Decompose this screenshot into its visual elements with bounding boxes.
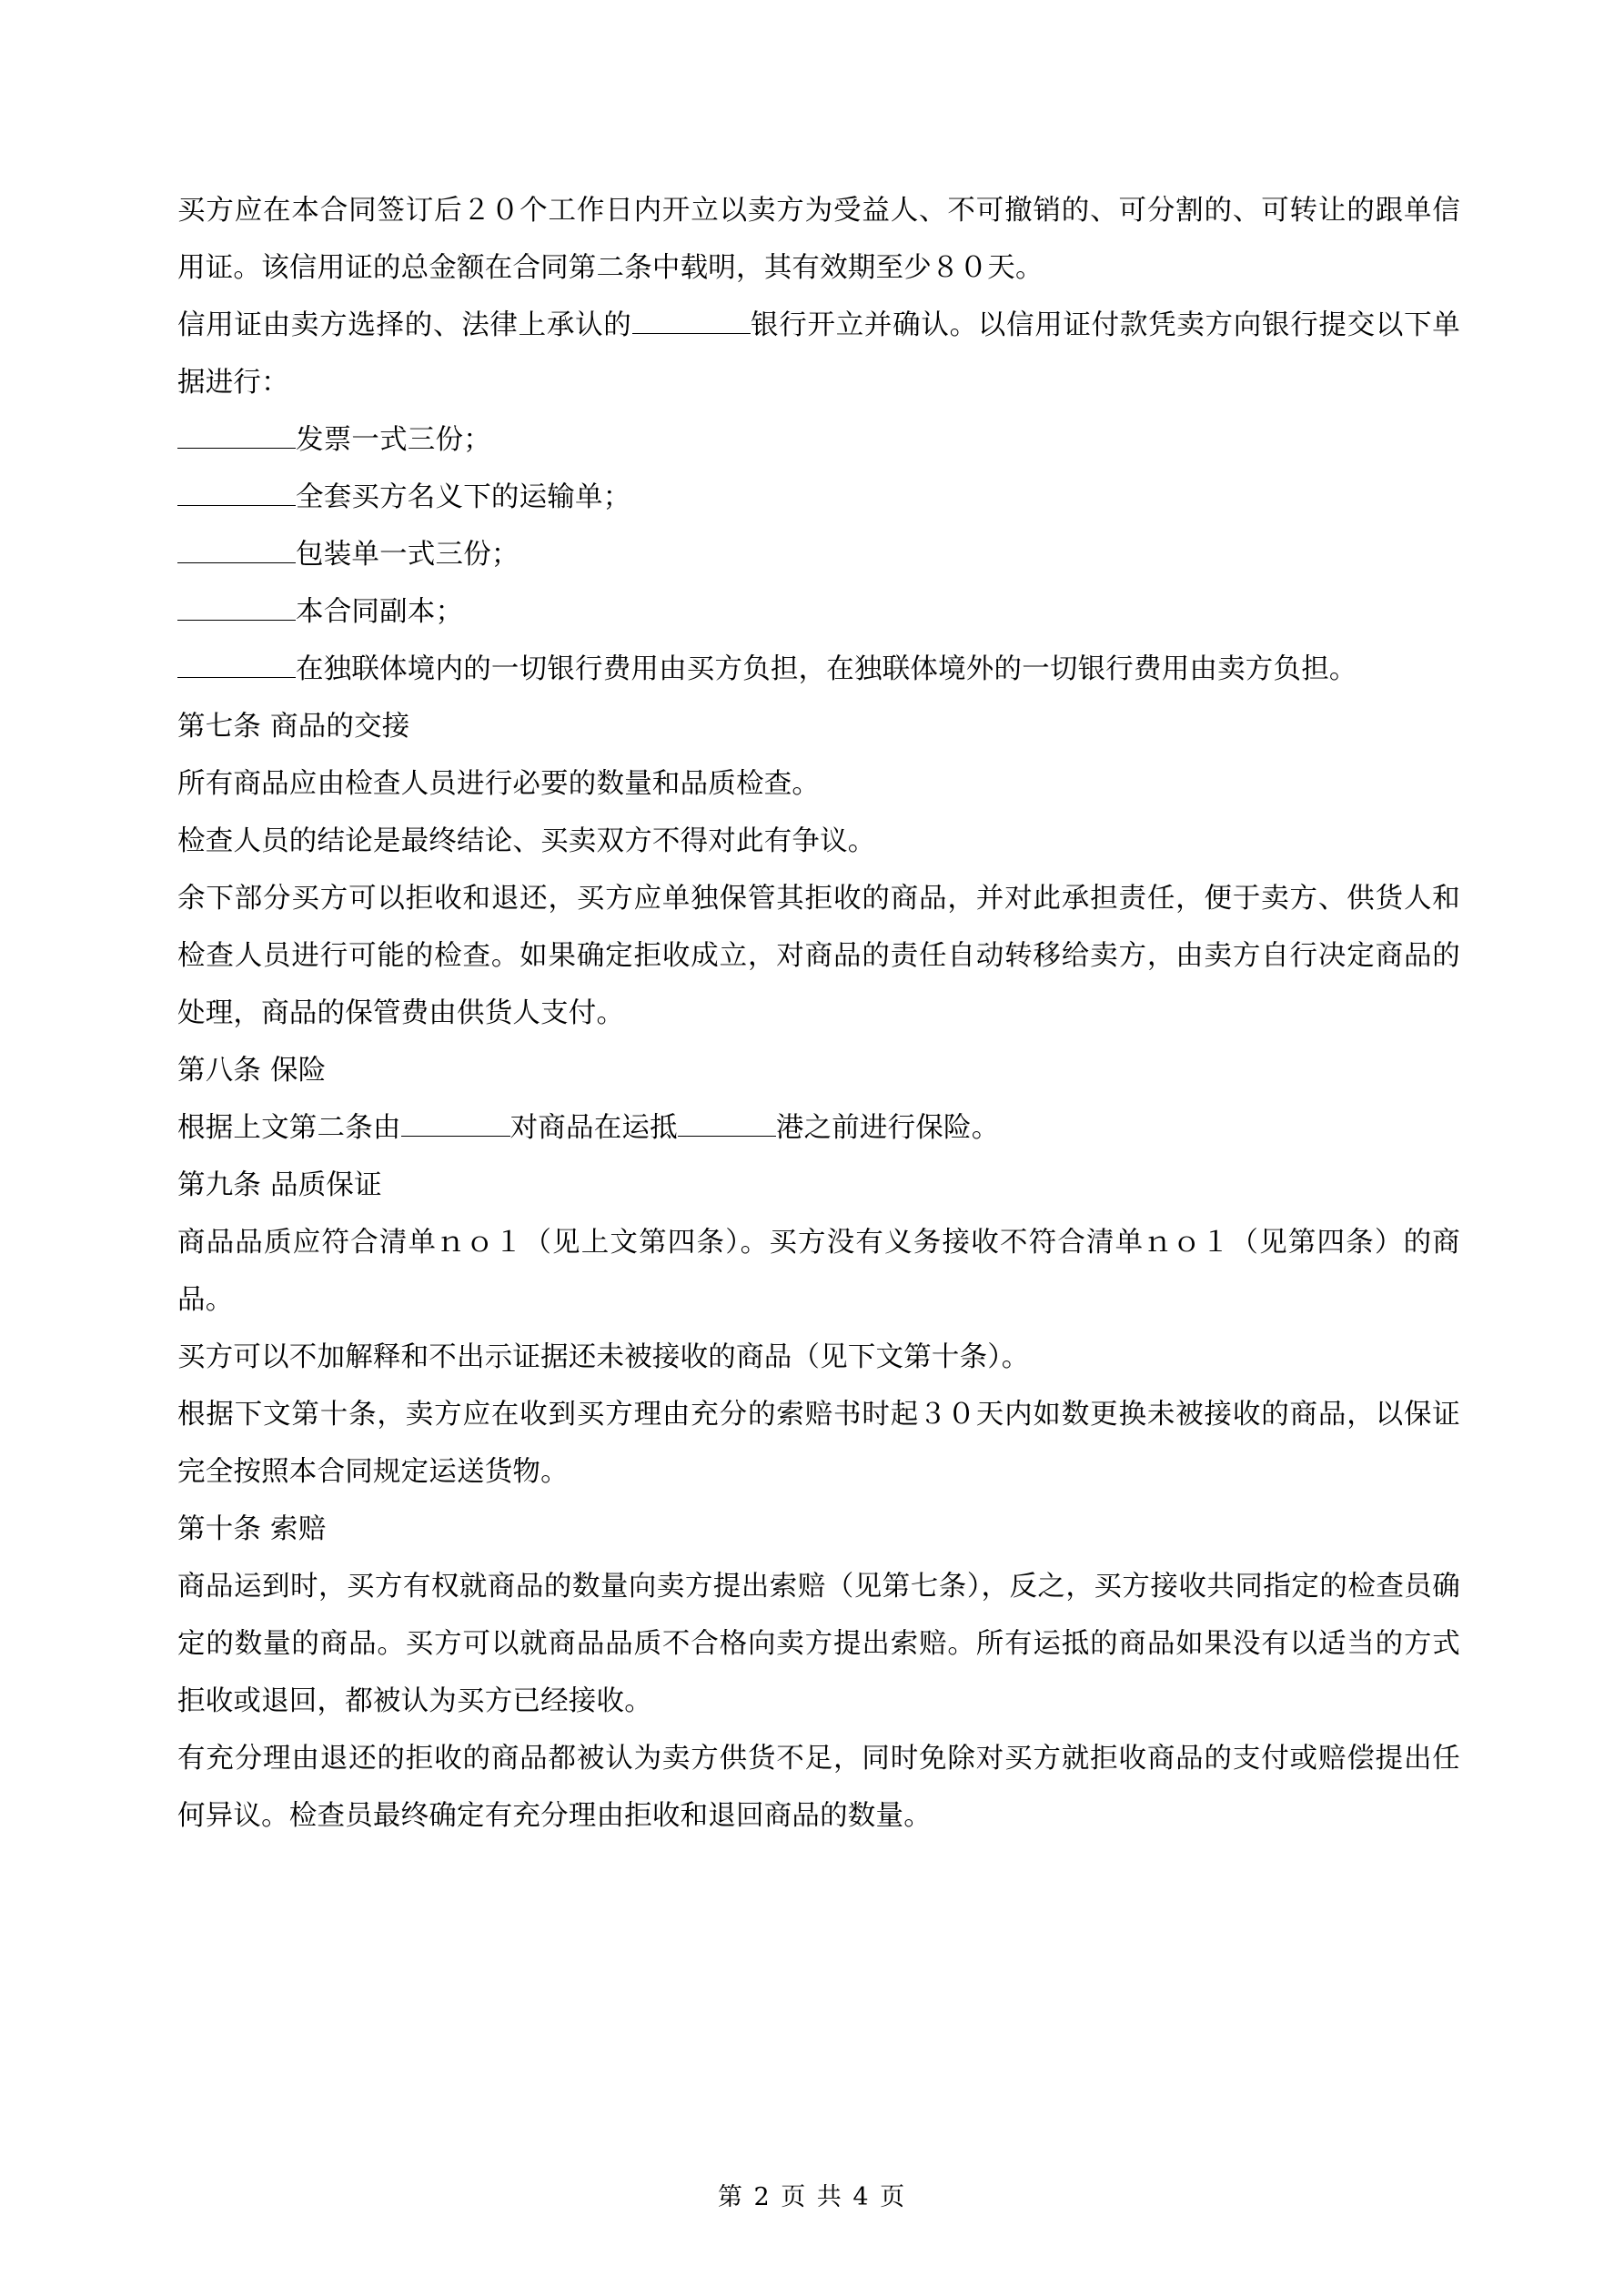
article8-text-1: 根据上文第二条由 bbox=[177, 1112, 401, 1144]
paragraph-doc-invoice bbox=[177, 411, 1460, 469]
paragraph-article7-1: 所有商品应由检查人员进行必要的数量和品质检查。 bbox=[177, 768, 821, 800]
paragraph-article9-2: 买方可以不加解释和不出示证据还未被接收的商品（见下文第十条）。 bbox=[177, 1341, 1030, 1373]
credit-bank-text-before: 信用证由卖方选择的、法律上承认的 bbox=[177, 309, 632, 341]
paragraph-doc-contract-copy bbox=[177, 583, 1460, 641]
paragraph-credit-open: 买方应在本合同签订后２０个工作日内开立以卖方为受益人、不可撤销的、可分割的、可转让的跟单信用证。该信用证的总金额在合同第二条中载明，其有效期至少８０天。 bbox=[177, 195, 1460, 284]
fill-in-blank-bank[interactable] bbox=[632, 333, 751, 334]
paragraph-article7-3: 余下部分买方可以拒收和退还，买方应单独保管其拒收的商品，并对此承担责任，便于卖方、供货人和检查人员进行可能的检查。如果确定拒收成立，对商品的责任自动转移给卖方，由卖方自行决定商品的处理，商品的保管费由供货人支付。 bbox=[177, 883, 1460, 1029]
paragraph-article7-2: 检查人员的结论是最终结论、买卖双方不得对此有争议。 bbox=[177, 825, 876, 857]
paragraph-article8-1 bbox=[177, 1099, 1460, 1157]
doc-bank-fees-text: 在独联体境内的一切银行费用由买方负担，在独联体境外的一切银行费用由卖方负担。 bbox=[296, 653, 1357, 685]
paragraph-article10-1: 商品运到时，买方有权就商品的数量向卖方提出索赔（见第七条），反之，买方接收共同指定的检查员确定的数量的商品。买方可以就商品品质不合格向卖方提出索赔。所有运抵的商品如果没有以适当的方式拒收或退回，都被认为买方已经接收。 bbox=[177, 1571, 1460, 1717]
document-body bbox=[177, 182, 1460, 1845]
fill-in-blank-bank-fees[interactable] bbox=[177, 677, 296, 678]
heading-article-7: 第七条 商品的交接 bbox=[177, 711, 410, 743]
fill-in-blank-invoice[interactable] bbox=[177, 448, 296, 449]
heading-article-9: 第九条 品质保证 bbox=[177, 1169, 382, 1201]
page-footer: 第 2 页 共 4 页 bbox=[717, 2183, 907, 2211]
heading-article-8: 第八条 保险 bbox=[177, 1055, 327, 1087]
doc-invoice-text: 发票一式三份； bbox=[296, 424, 491, 456]
fill-in-blank-transport[interactable] bbox=[177, 505, 296, 506]
paragraph-article9-1: 商品品质应符合清单ｎｏ１（见上文第四条）。买方没有义务接收不符合清单ｎｏ１（见第四条）的商品。 bbox=[177, 1227, 1460, 1316]
paragraph-article9-3: 根据下文第十条，卖方应在收到买方理由充分的索赔书时起３０天内如数更换未被接收的商品，以保证完全按照本合同规定运送货物。 bbox=[177, 1399, 1460, 1488]
article8-text-2: 对商品在运抵 bbox=[509, 1112, 678, 1144]
article8-text-3: 港之前进行保险。 bbox=[775, 1112, 1000, 1144]
paragraph-article10-2: 有充分理由退还的拒收的商品都被认为卖方供货不足，同时免除对买方就拒收商品的支付或赔偿提出任何异议。检查员最终确定有充分理由拒收和退回商品的数量。 bbox=[177, 1743, 1460, 1832]
paragraph-doc-bank-fees bbox=[177, 641, 1460, 698]
fill-in-blank-packing[interactable] bbox=[177, 562, 296, 563]
heading-article-10: 第十条 索赔 bbox=[177, 1513, 327, 1545]
fill-in-blank-port[interactable] bbox=[678, 1136, 776, 1137]
fill-in-blank-contract-copy[interactable] bbox=[177, 620, 296, 621]
paragraph-doc-transport bbox=[177, 469, 1460, 526]
paragraph-credit-bank bbox=[177, 297, 1460, 411]
paragraph-doc-packing bbox=[177, 526, 1460, 583]
doc-transport-text: 全套买方名义下的运输单； bbox=[296, 481, 631, 513]
doc-packing-text: 包装单一式三份； bbox=[296, 539, 519, 571]
doc-contract-copy-text: 本合同副本； bbox=[296, 596, 464, 628]
fill-in-blank-insurer[interactable] bbox=[401, 1136, 510, 1137]
credit-bank-text-after: 银行开立并确认。以信用证付款凭卖方向银行提交以下单据进行： bbox=[177, 309, 1461, 399]
